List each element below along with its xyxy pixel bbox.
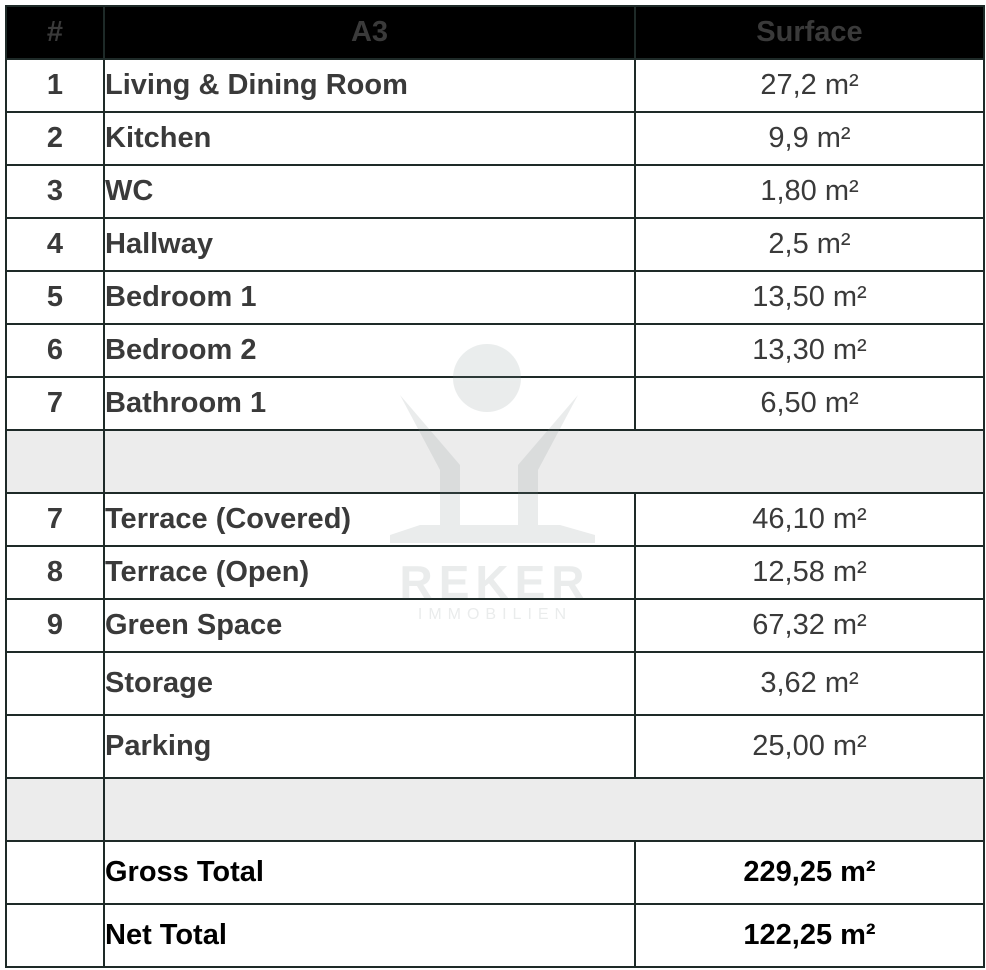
row-number: 2 [6, 112, 104, 165]
row-number: 4 [6, 218, 104, 271]
row-surface: 27,2 m² [635, 59, 984, 112]
row-number: 9 [6, 599, 104, 652]
room-area-table [5, 5, 985, 968]
table-row [6, 652, 984, 715]
row-name: Parking [104, 715, 635, 778]
header-surface: Surface [635, 6, 984, 59]
row-surface: 6,50 m² [635, 377, 984, 430]
row-name: Kitchen [104, 112, 635, 165]
row-number: 1 [6, 59, 104, 112]
row-name: Green Space [104, 599, 635, 652]
row-number: 7 [6, 377, 104, 430]
spacer-cell [104, 430, 984, 493]
table-row [6, 218, 984, 271]
table-row [6, 546, 984, 599]
row-number [6, 904, 104, 967]
net-total-row [6, 904, 984, 967]
table-row [6, 59, 984, 112]
header-unit: A3 [104, 6, 635, 59]
row-surface: 122,25 m² [635, 904, 984, 967]
row-number: 5 [6, 271, 104, 324]
table-row [6, 165, 984, 218]
table-row [6, 715, 984, 778]
spacer-cell [6, 778, 104, 841]
row-surface: 13,30 m² [635, 324, 984, 377]
row-number: 8 [6, 546, 104, 599]
row-name: Living & Dining Room [104, 59, 635, 112]
table-row [6, 324, 984, 377]
row-number [6, 841, 104, 904]
spacer-row [6, 778, 984, 841]
row-number: 7 [6, 493, 104, 546]
row-surface: 25,00 m² [635, 715, 984, 778]
row-surface: 12,58 m² [635, 546, 984, 599]
row-surface: 1,80 m² [635, 165, 984, 218]
header-number: # [6, 6, 104, 59]
watermark-subtitle: IMMOBILIEN [417, 606, 573, 623]
row-name: Bathroom 1 [104, 377, 635, 430]
row-surface: 3,62 m² [635, 652, 984, 715]
row-name: Gross Total [104, 841, 635, 904]
table-header-row [6, 6, 984, 59]
row-name: Bedroom 1 [104, 271, 635, 324]
row-name: Net Total [104, 904, 635, 967]
watermark-brand: REKER [399, 556, 591, 608]
table-row [6, 377, 984, 430]
row-surface: 9,9 m² [635, 112, 984, 165]
table-row [6, 493, 984, 546]
row-name: Terrace (Open) [104, 546, 635, 599]
row-surface: 229,25 m² [635, 841, 984, 904]
row-name: Terrace (Covered) [104, 493, 635, 546]
row-surface: 67,32 m² [635, 599, 984, 652]
row-name: Hallway [104, 218, 635, 271]
spacer-cell [6, 430, 104, 493]
spacer-cell [104, 778, 984, 841]
gross-total-row [6, 841, 984, 904]
row-number: 3 [6, 165, 104, 218]
row-number: 6 [6, 324, 104, 377]
row-name: Storage [104, 652, 635, 715]
table-row [6, 112, 984, 165]
table-row [6, 271, 984, 324]
row-surface: 2,5 m² [635, 218, 984, 271]
table-row [6, 599, 984, 652]
row-surface: 46,10 m² [635, 493, 984, 546]
row-number [6, 652, 104, 715]
row-name: Bedroom 2 [104, 324, 635, 377]
row-number [6, 715, 104, 778]
row-name: WC [104, 165, 635, 218]
row-surface: 13,50 m² [635, 271, 984, 324]
spacer-row [6, 430, 984, 493]
